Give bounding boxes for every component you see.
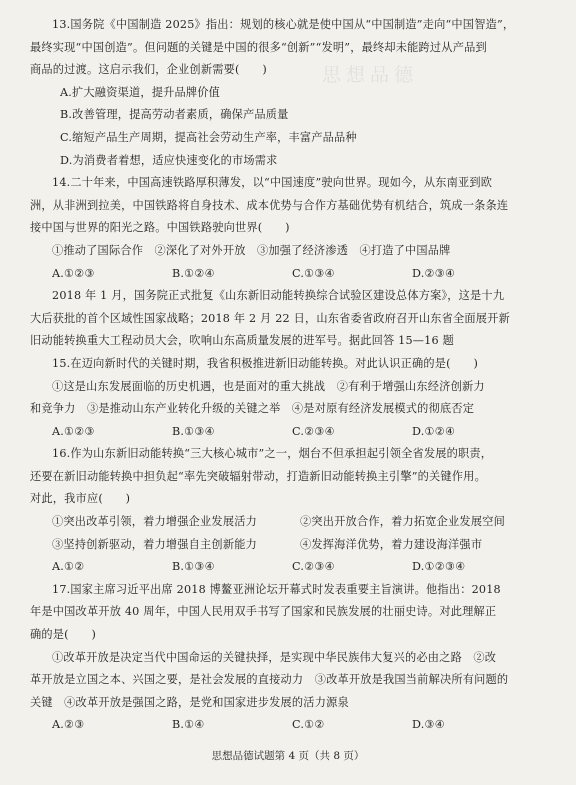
q14-choices bbox=[30, 263, 550, 286]
q16-item-row bbox=[30, 511, 550, 534]
material-passage bbox=[30, 285, 550, 353]
material-line: 大后获批的首个区域性国家战略；2018 年 2 月 22 日，山东省委省政府召开山东省全面展开新 bbox=[30, 311, 510, 325]
q16-stem-line: 对此，我市应( ) bbox=[30, 492, 131, 506]
q13-stem-line: 最终实现“中国创造”。但问题的关键是中国的很多“创新”“发明”，最终却未能跨过从产品到 bbox=[30, 40, 487, 54]
q15-choice-c: C.②③④ bbox=[292, 424, 335, 438]
q17-stem-line: 17.国家主席习近平出席 2018 博鳌亚洲论坛开幕式时发表重要主旨演讲。他指出：2018 bbox=[52, 582, 501, 596]
q17-choice-c: C.①② bbox=[292, 718, 325, 732]
q13-option-a: A.扩大融资渠道，提升品牌价值 bbox=[60, 85, 221, 99]
q17-item-line: 革开放是立国之本、兴国之要，是社会发展的直接动力 ③改革开放是我国当前解决所有问题的 bbox=[30, 673, 509, 687]
q16-item-2: ②突出开放合作，着力拓宽企业发展空间 bbox=[300, 515, 505, 529]
q13-option-c: C.缩短产品生产周期，提高社会劳动生产率，丰富产品品种 bbox=[60, 130, 357, 144]
q17-choice-d: D.③④ bbox=[412, 718, 445, 732]
q15-item-line: ①这是山东发展面临的历史机遇，也是面对的重大挑战 ②有利于增强山东经济创新力 bbox=[52, 379, 485, 393]
q17-item-line: 关键 ④改革开放是强国之路，是党和国家进步发展的活力源泉 bbox=[30, 695, 349, 709]
q17-item-line: ①改革开放是决定当代中国命运的关键抉择，是实现中华民族伟大复兴的必由之路 ②改 bbox=[52, 650, 497, 664]
q15-choices bbox=[30, 421, 550, 444]
question-16 bbox=[30, 443, 550, 579]
q15-choice-d: D.①②④ bbox=[412, 424, 456, 438]
q14-choice-c: C.①③④ bbox=[292, 266, 335, 280]
question-15 bbox=[30, 353, 550, 443]
q16-stem-line: 还要在新旧动能转换中担负起“率先突破辐射带动，打造新旧动能转换主引擎”的关键作用。 bbox=[30, 469, 486, 483]
q16-choice-a: A.①② bbox=[52, 560, 85, 574]
q17-choice-a: A.②③ bbox=[52, 718, 85, 732]
q15-stem: 15.在迈向新时代的关键时期，我省积极推进新旧动能转换。对此认识正确的是( ) bbox=[52, 356, 479, 370]
q13-stem-line: 商品的过渡。这启示我们，企业创新需要( ) bbox=[30, 63, 267, 77]
q13-stem-line: 13.国务院《中国制造 2025》指出：规划的核心就是使中国从“中国制造”走向“中国智造”， bbox=[52, 18, 515, 31]
material-line: 旧动能转换重大工程动员大会，吹响山东高质量发展的进军号。据此回答 15—16 题 bbox=[30, 334, 454, 348]
q15-choice-b: B.①③④ bbox=[172, 424, 215, 438]
q15-choice-a: A.①②③ bbox=[52, 424, 95, 438]
q14-choice-b: B.①②④ bbox=[172, 266, 215, 280]
q16-item-1: ①突出改革引领，着力增强企业发展活力 bbox=[52, 515, 257, 529]
q16-choice-d: D.①②③④ bbox=[412, 560, 466, 574]
q17-stem-line: 年是中国改革开放 40 周年，中国人民用双手书写了国家和民族发展的壮丽史诗。对此理解正 bbox=[30, 605, 497, 619]
q16-item-row bbox=[30, 534, 550, 557]
q14-choice-a: A.①②③ bbox=[52, 266, 95, 280]
q16-item-3: ③坚持创新驱动，着力增强自主创新能力 bbox=[52, 537, 257, 551]
q16-choices bbox=[30, 556, 550, 579]
q13-option-b: B.改善管理，提高劳动者素质，确保产品质量 bbox=[60, 108, 289, 122]
question-17 bbox=[30, 579, 550, 737]
q17-choice-b: B.①④ bbox=[172, 718, 205, 732]
q14-choice-d: D.②③④ bbox=[412, 266, 456, 280]
material-line: 2018 年 1 月，国务院正式批复《山东新旧动能转换综合试验区建设总体方案》，这是十九 bbox=[52, 289, 505, 303]
q14-stem-line: 洲，从非洲到拉美，中国铁路将自身技术、成本优势与合作方基础优势有机结合，筑成一条条连 bbox=[30, 198, 509, 212]
question-13 bbox=[30, 14, 550, 172]
q13-option-d: D.为消费者着想，适应快速变化的市场需求 bbox=[60, 153, 278, 167]
q14-stem-line: 14.二十年来，中国高速铁路厚积薄发，以“中国速度”驶向世界。现如今，从东南亚到欧 bbox=[52, 176, 493, 190]
q17-choices bbox=[30, 714, 550, 737]
q16-choice-b: B.①③④ bbox=[172, 560, 215, 574]
watermark: 思想品德 bbox=[322, 64, 419, 86]
q16-item-4: ④发挥海洋优势，着力建设海洋强市 bbox=[300, 537, 483, 551]
q16-choice-c: C.②③④ bbox=[292, 560, 335, 574]
q14-stem-line: 接中国与世界的阳光之路。中国铁路驶向世界( ) bbox=[30, 221, 290, 235]
q17-stem-line: 确的是( ) bbox=[30, 628, 97, 642]
q15-item-line: 和竞争力 ③是推动山东产业转化升级的关键之举 ④是对原有经济发展模式的彻底否定 bbox=[30, 402, 475, 416]
page-footer: 思想品德试题第 4 页（共 8 页） bbox=[211, 750, 365, 762]
q14-items: ①推动了国际合作 ②深化了对外开放 ③加强了经济渗透 ④打造了中国品牌 bbox=[52, 243, 451, 257]
question-14 bbox=[30, 172, 550, 285]
q16-stem-line: 16.作为山东新旧动能转换“三大核心城市”之一，烟台不但承担起引领全省发展的职责， bbox=[52, 447, 493, 461]
